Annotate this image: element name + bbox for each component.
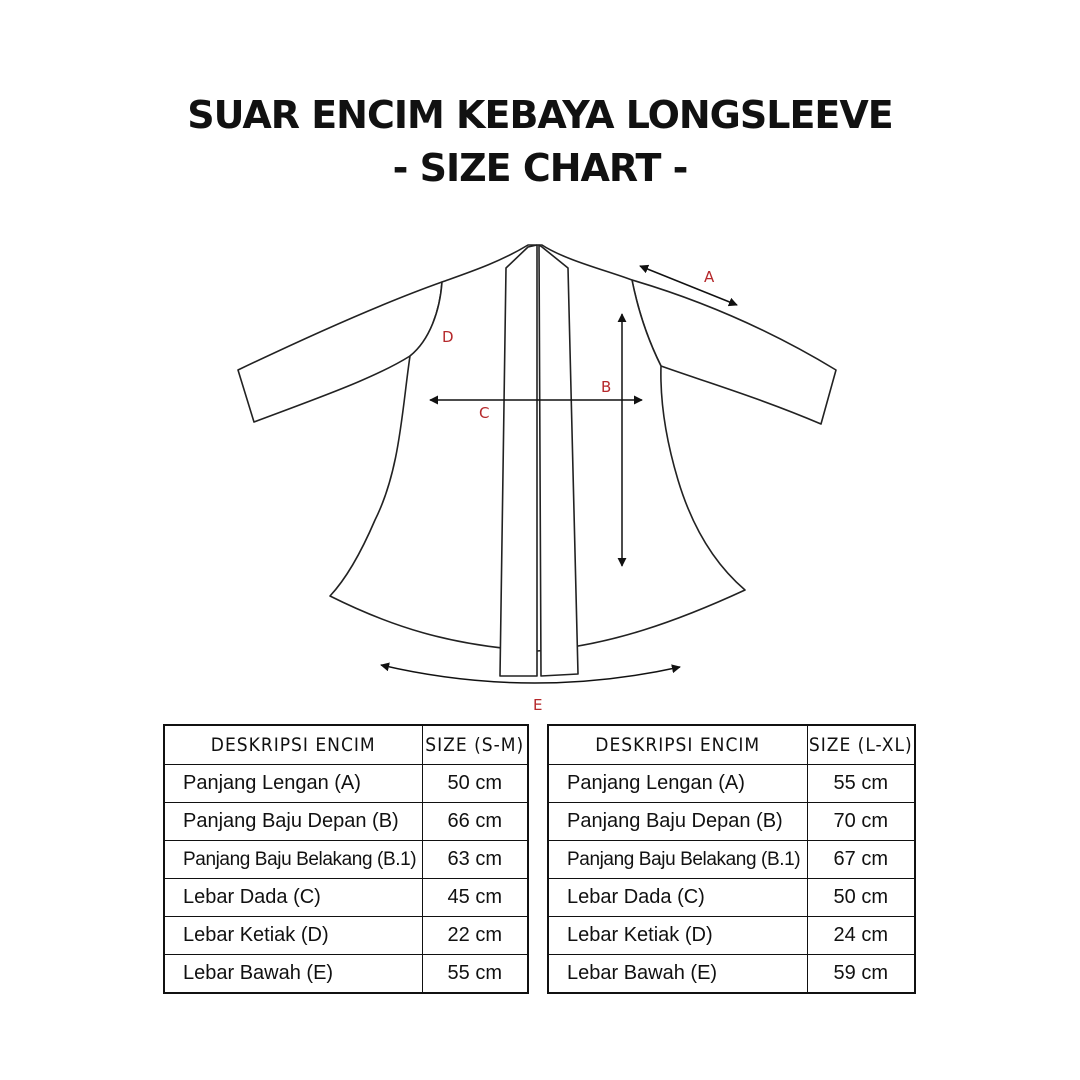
table-row [164,955,528,994]
header-size: SIZE (L-XL) [807,725,915,765]
row-value: 55 cm [807,765,915,803]
row-value: 59 cm [807,955,915,994]
size-table-l-xl [547,724,916,994]
title-line-1: SUAR ENCIM KEBAYA LONGSLEEVE [187,93,893,137]
row-desc: Lebar Bawah (E) [164,955,422,994]
table-row [164,765,528,803]
label-c: C [479,404,490,422]
table-row [548,955,915,994]
table-row [548,841,915,879]
table-row [548,803,915,841]
row-desc: Panjang Baju Depan (B) [164,803,422,841]
left-front-panel [500,245,537,676]
header-desc: DESKRIPSI ENCIM [548,725,807,765]
garment-outline [238,245,836,676]
row-value: 50 cm [422,765,528,803]
size-table-s-m [163,724,529,994]
title-line-2: - SIZE CHART - [392,146,688,190]
row-desc: Lebar Dada (C) [164,879,422,917]
label-a: A [704,268,715,286]
row-desc: Lebar Dada (C) [548,879,807,917]
row-value: 22 cm [422,917,528,955]
row-desc: Panjang Lengan (A) [548,765,807,803]
table-row [548,879,915,917]
row-desc: Panjang Lengan (A) [164,765,422,803]
table-header-row [548,725,915,765]
row-value: 70 cm [807,803,915,841]
row-desc: Lebar Bawah (E) [548,955,807,994]
label-b: B [601,378,612,396]
row-value: 50 cm [807,879,915,917]
row-desc: Panjang Baju Belakang (B.1) [164,841,422,879]
row-value: 45 cm [422,879,528,917]
table-row [548,765,915,803]
table-header-row [164,725,528,765]
row-value: 24 cm [807,917,915,955]
label-d: D [442,328,454,346]
table-row [164,879,528,917]
row-value: 55 cm [422,955,528,994]
header-desc: DESKRIPSI ENCIM [164,725,422,765]
row-desc: Lebar Ketiak (D) [548,917,807,955]
label-e: E [533,696,543,714]
row-desc: Panjang Baju Belakang (B.1) [548,841,807,879]
row-desc: Panjang Baju Depan (B) [548,803,807,841]
table-row [164,841,528,879]
row-value: 66 cm [422,803,528,841]
table-row [164,917,528,955]
row-value: 63 cm [422,841,528,879]
header-size: SIZE (S-M) [422,725,528,765]
row-value: 67 cm [807,841,915,879]
row-desc: Lebar Ketiak (D) [164,917,422,955]
table-row [548,917,915,955]
table-row [164,803,528,841]
